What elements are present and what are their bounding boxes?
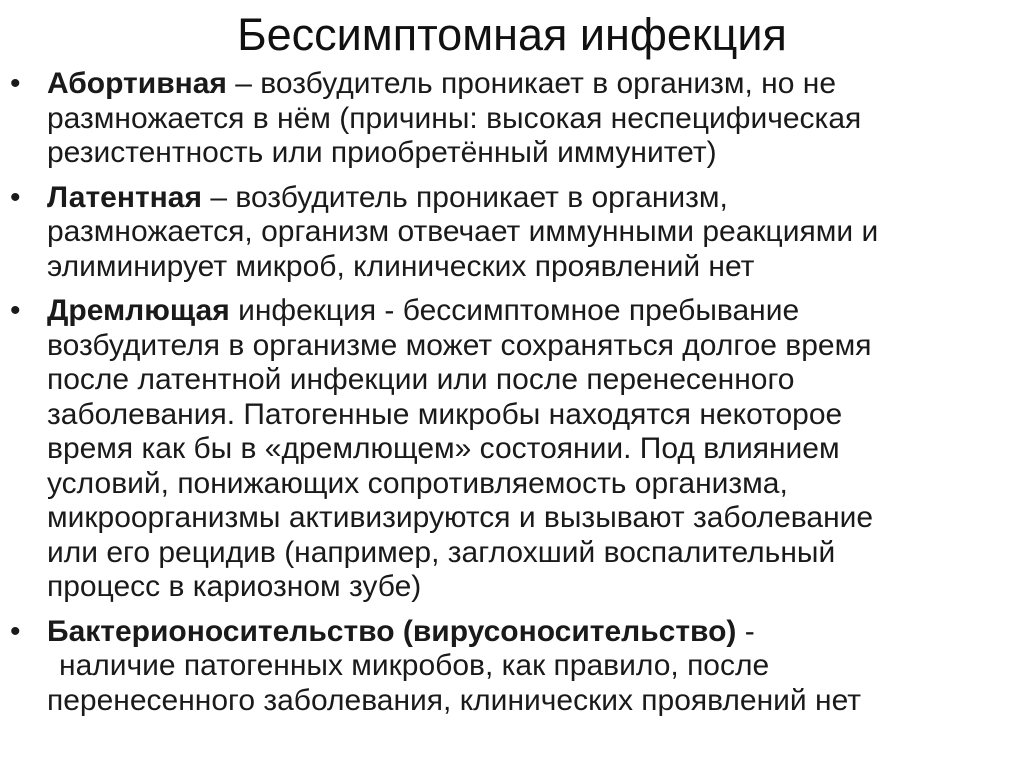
bullet-icon: • <box>10 294 21 327</box>
bullet-list <box>0 67 1024 728</box>
term-label: Абортивная <box>47 67 227 100</box>
item-text-line: элиминирует микроб, клинических проявлений нет <box>47 249 755 283</box>
item-text-line: размножается, организм отвечает иммунными реакциями и <box>47 215 879 248</box>
item-text-line: - <box>736 614 755 648</box>
list-item-carrier <box>0 615 1024 719</box>
item-text-line: или его рецидив (например, заглохший воспалительный <box>47 535 836 569</box>
item-text-line: – возбудитель проникает в организм, но не <box>226 67 837 100</box>
item-text-line: после латентной инфекции или после перенесенного <box>47 363 795 396</box>
bullet-icon: • <box>10 180 21 214</box>
item-text-line: условий, понижающих сопротивляемость организма, <box>47 466 788 500</box>
item-text-line: перенесенного заболевания, клинических проявлений нет <box>47 683 862 717</box>
item-text-line: резистентность или приобретённый иммунитет) <box>47 136 717 169</box>
bullet-icon: • <box>10 614 21 648</box>
item-text-line: микроорганизмы активизируются и вызывают заболевание <box>47 501 874 534</box>
item-text-line: инфекция - бессимптомное пребывание <box>229 294 800 327</box>
list-item-latent <box>0 181 1024 285</box>
term-label: Латентная <box>47 180 202 214</box>
item-text-line: – возбудитель проникает в организм, <box>201 180 728 214</box>
list-item-text <box>47 181 1024 285</box>
list-item-text <box>47 294 1024 605</box>
item-text-line: наличие патогенных микробов, как правило, после <box>59 649 770 682</box>
slide-title: Бессимптомная инфекция <box>237 9 787 60</box>
list-item-dormant <box>0 294 1024 605</box>
list-item-text <box>47 615 1024 719</box>
term-label: Бактерионосительство (вирусоносительство) <box>47 614 737 648</box>
item-text-line: размножается в нём (причины: высокая неспецифическая <box>47 101 862 135</box>
list-item-text <box>47 67 1024 171</box>
list-item-abortive <box>0 67 1024 171</box>
item-text-line: время как бы в «дремлющем» состоянии. Под влиянием <box>47 432 840 465</box>
term-label: Дремлющая <box>47 294 230 327</box>
item-text-line: процесс в кариозном зубе) <box>47 570 422 603</box>
bullet-icon: • <box>10 67 21 100</box>
item-text-line: заболевания. Патогенные микробы находятся некоторое <box>47 397 843 431</box>
item-text-line: возбудителя в организме может сохраняться долгое время <box>47 328 872 362</box>
